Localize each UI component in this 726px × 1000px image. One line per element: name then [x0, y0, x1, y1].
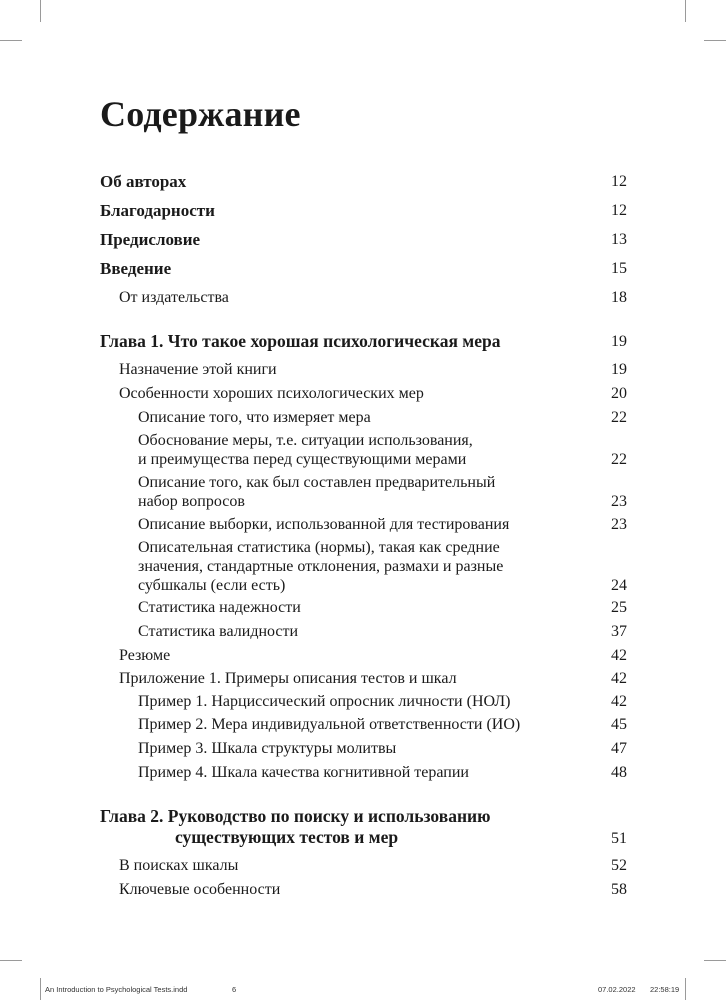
toc-entry: Предисловие — [100, 230, 201, 249]
toc-entry: Об авторах — [100, 172, 187, 191]
toc-page-number: 42 — [611, 647, 627, 664]
toc-page-number: 42 — [611, 693, 627, 710]
toc-entry-continuation: набор вопросов — [138, 493, 245, 510]
toc-entry: Назначение этой книги — [119, 361, 277, 378]
toc-page-number: 47 — [611, 740, 627, 757]
slug-page-number: 6 — [232, 985, 237, 994]
toc-entry: Описание того, как был составлен предварительный — [138, 474, 496, 491]
toc-page-number: 22 — [611, 451, 627, 468]
toc-entry: Пример 3. Шкала структуры молитвы — [138, 740, 397, 757]
toc-page-number: 42 — [611, 670, 627, 687]
toc-entry: Статистика надежности — [138, 599, 301, 616]
toc-page-number: 23 — [611, 493, 627, 510]
toc-entry: Особенности хороших психологических мер — [119, 385, 424, 402]
toc-page-number: 12 — [611, 173, 627, 190]
toc-entry: От издательства — [119, 289, 229, 306]
toc-entry-continuation: субшкалы (если есть) — [138, 577, 286, 594]
toc-page-number: 12 — [611, 202, 627, 219]
toc-entry: Описательная статистика (нормы), такая как средние — [138, 539, 500, 556]
toc-page-number: 48 — [611, 764, 627, 781]
toc-entry: В поисках шкалы — [119, 857, 239, 874]
slug-date: 07.02.2022 — [598, 985, 636, 994]
toc-page-number: 19 — [611, 333, 627, 350]
toc-entry: Пример 4. Шкала качества когнитивной терапии — [138, 764, 469, 781]
toc-page-number: 15 — [611, 260, 627, 277]
toc-page-number: 24 — [611, 577, 627, 594]
toc-entry-continuation: и преимущества перед существующими мерами — [138, 451, 467, 468]
page-title: Содержание — [100, 94, 301, 134]
toc-entry: Описание выборки, использованной для тестирования — [138, 516, 510, 533]
toc-page-number: 52 — [611, 857, 627, 874]
toc-page-number: 19 — [611, 361, 627, 378]
slug-file-name: An Introduction to Psychological Tests.indd — [45, 985, 188, 994]
toc-page-number: 58 — [611, 881, 627, 898]
toc-chapter-heading: Глава 1. Что такое хорошая психологическая мера — [100, 331, 501, 351]
toc-entry: Пример 1. Нарциссический опросник личности (НОЛ) — [138, 693, 511, 710]
toc-entry: Приложение 1. Примеры описания тестов и шкал — [119, 670, 457, 687]
toc-chapter-heading: Глава 2. Руководство по поиску и использованию — [100, 806, 491, 826]
toc-entry: Введение — [100, 259, 172, 278]
toc-page-number: 20 — [611, 385, 627, 402]
toc-page-number: 13 — [611, 231, 627, 248]
slug-time: 22:58:19 — [650, 985, 680, 994]
toc-entry: Обоснование меры, т.е. ситуации использования, — [138, 432, 473, 449]
toc-entry: Описание того, что измеряет мера — [138, 409, 371, 426]
toc-page-number: 51 — [611, 830, 627, 847]
toc-chapter-heading-continuation: существующих тестов и мер — [175, 827, 399, 847]
toc-page-number: 45 — [611, 716, 627, 733]
toc-entry: Ключевые особенности — [119, 881, 281, 898]
toc-page-number: 25 — [611, 599, 627, 616]
toc-page-number: 37 — [611, 623, 627, 640]
toc-entry: Резюме — [119, 647, 171, 664]
toc-entry: Благодарности — [100, 201, 215, 220]
toc-entry-continuation: значения, стандартные отклонения, размахи и разные — [138, 558, 504, 575]
toc-entry: Пример 2. Мера индивидуальной ответственности (ИО) — [138, 716, 521, 733]
toc-page-number: 22 — [611, 409, 627, 426]
toc-entry: Статистика валидности — [138, 623, 299, 640]
toc-page-number: 23 — [611, 516, 627, 533]
toc-page-number: 18 — [611, 289, 627, 306]
